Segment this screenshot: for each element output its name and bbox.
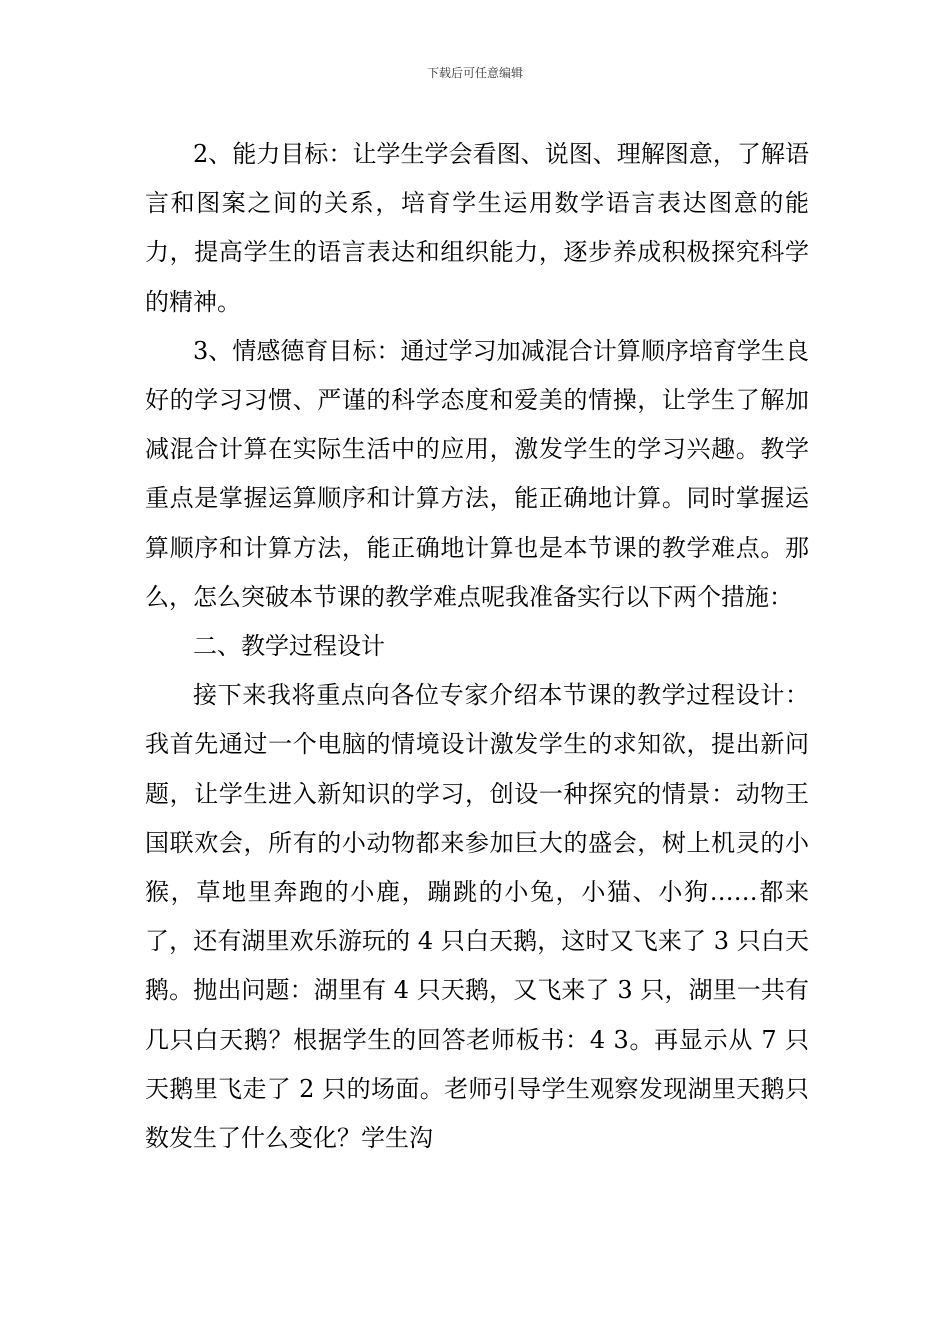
document-body (145, 130, 809, 1163)
paragraph-teaching-process: 接下来我将重点向各位专家介绍本节课的教学过程设计： 我首先通过一个电脑的情境设计激发学生的求知欲，提出新问题，让学生进入新知识的学习，创设一种探究的情景：动物王国联欢会，所有的小动物都来参加巨大的盛会，树上机灵的小猴，草地里奔跑的小鹿，蹦跳的小兔，小猫、小狗……都来了，还有湖里欢乐游玩的 4 只白天鹅，这时又飞来了 3 只白天鹅。抛出问题：湖里有 4 只天鹅，又飞来了 3 只，湖里一共有几只白天鹅？根据学生的回答老师板书：4 3。再显示从 7 只天鹅里飞走了 2 只的场面。老师引导学生观察发现湖里天鹅只数发生了什么变化？学生沟 (145, 681, 809, 1153)
page-header-note: 下载后可任意编辑 (426, 66, 523, 80)
paragraph-emotion-goal: 3、情感德育目标：通过学习加减混合计算顺序培育学生良好的学习习惯、严谨的科学态度和爱美的情操，让学生了解加减混合计算在实际生活中的应用，激发学生的学习兴趣。教学重点是掌握运算顺序和计算方法，能正确地计算。同时掌握运算顺序和计算方法，能正确地计算也是本节课的教学难点。那么，怎么突破本节课的教学难点呢我准备实行以下两个措施： (145, 336, 809, 611)
paragraph-ability-goal: 2、能力目标：让学生学会看图、说图、理解图意，了解语言和图案之间的关系，培育学生运用数学语言表达图意的能力，提高学生的语言表达和组织能力，逐步养成积极探究科学的精神。 (145, 140, 809, 316)
section-heading-teaching-process: 二、教学过程设计 (193, 632, 385, 661)
